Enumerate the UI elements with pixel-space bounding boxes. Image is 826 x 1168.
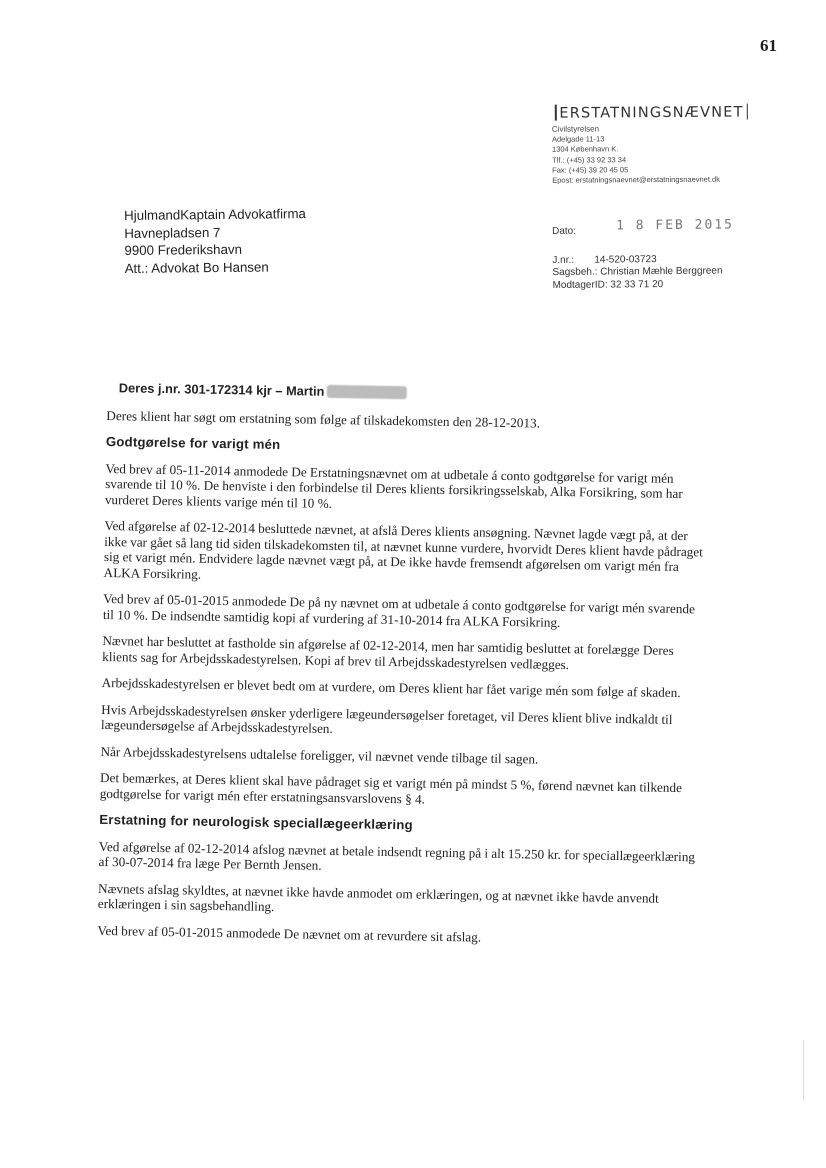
sender-logo-text: ERSTATNINGSNÆVNET	[559, 104, 744, 122]
sender-city: 1304 København K.	[552, 144, 619, 155]
paragraph-11: Ved brev af 05-01-2015 anmodede De nævnet om at revurdere sit afslag.	[97, 922, 482, 945]
redaction-mark	[326, 385, 406, 399]
recipient-city: 9900 Frederikshavn	[124, 241, 243, 259]
date-stamp: 1 8 FEB 2015	[615, 217, 735, 234]
paragraph-1: Ved brev af 05-11-2014 anmodede De Erstatningsnævnet om at udbetale á conto godtgørelse for varigt mén svarende til 10 %. De henviste i den forbindelse til Deres klients forsikringsselskab, Alka Forsikring, som har vurderet Deres klients varige mén til 10 %.	[104, 460, 683, 511]
paragraph-3: Ved brev af 05-01-2015 anmodede De på ny nævnet om at udbetale á conto godtgørelse for varigt mén svarende til 10 %. De indsendte samtidig kopi af vurdering af 31-10-2014 fra ALKA Forsikring.	[102, 590, 696, 630]
date-row	[552, 217, 735, 246]
recipient-firm: HjulmandKaptain Advokatfirma	[124, 206, 306, 223]
paragraph-2: Ved afgørelse af 02-12-2014 besluttede nævnet, at afslå Deres klients ansøgning. Nævnet lagde vægt på, at der ikke var gået så lang tid siden tilskadekomsten til, at nævnet kunne vurdere, hvorvidt Deres klient havde pådraget sig et varigt mén. Endvidere lagde nævnet vægt på, at De ikke havde fremsendt afgørelsen om varigt mén fra ALKA Forsikring.	[103, 517, 703, 582]
logo-left-bar	[555, 105, 557, 121]
jnr-value: 14-520-03723	[594, 254, 657, 266]
date-label: Dato:	[552, 225, 577, 237]
recipient-street: Havnepladsen 7	[124, 224, 221, 241]
reference-line	[119, 380, 707, 406]
intro-paragraph: Deres klient har søgt om erstatning som følge af tilskadekomsten den 28-12-2013.	[106, 407, 541, 431]
caseworker-row: Sagsbeh.: Christian Mæhle Berggreen	[552, 265, 723, 279]
receiver-id-row: ModtagerID: 32 33 71 20	[552, 278, 664, 291]
sender-fax: Fax: (+45) 39 20 45 05	[552, 165, 629, 175]
paragraph-5: Arbejdsskadestyrelsen er blevet bedt om at vurdere, om Deres klient har fået varige mén som følge af skaden.	[101, 674, 681, 701]
recipient-address	[124, 205, 307, 277]
jnr-label: J.nr.:	[552, 254, 575, 266]
letter-body	[97, 380, 707, 959]
paragraph-7: Når Arbejdsskadestyrelsens udtalelse foreligger, vil nævnet vende tilbage til sagen.	[100, 743, 539, 767]
paragraph-10: Nævnets afslag skyldtes, at nævnet ikke havde anmodet om erklæringen, og at nævnet ikke havde anvendt erklæringen i sin sagsbehandling.	[97, 880, 659, 915]
sender-letterhead	[552, 103, 782, 186]
paragraph-6: Hvis Arbejdsskadestyrelsen ønsker yderligere lægeundersøgelser foretaget, vil Deres klient blive indkaldt til lægeundersøgelse af Arbejdsskadestyrelsen.	[100, 701, 673, 736]
page-number: 61	[760, 36, 777, 55]
paragraph-4: Nævnet har besluttet at fastholde sin afgørelse af 02-12-2014, men har samtidig besluttet at forelægge Deres klients sag for Arbejdsskadestyrelsen. Kopi af brev til Arbejdsskadestyrelsen vedlægges.	[102, 632, 674, 672]
section-heading-neurology-statement: Erstatning for neurologisk speciallægeerklæring	[99, 811, 413, 833]
reference-text: Deres j.nr. 301-172314 kjr – Martin	[118, 380, 325, 399]
logo-right-bar	[747, 104, 749, 120]
scan-edge-mark	[803, 1040, 804, 1100]
letter-metadata	[552, 217, 735, 292]
section-heading-permanent-injury: Godtgørelse for varigt mén	[105, 433, 281, 453]
sender-street: Adelgade 11-13	[551, 134, 605, 144]
sender-phone: Tlf.: (+45) 33 92 33 34	[552, 154, 627, 165]
paragraph-9: Ved afgørelse af 02-12-2014 afslog nævnet at betale indsendt regning på i alt 15.250 kr. for speciallægeerklæring af 30-07-2014 fra læge Per Bernth Jensen.	[98, 838, 696, 873]
sender-org: Civilstyrelsen	[551, 124, 600, 134]
sender-logo	[552, 103, 782, 121]
recipient-attention: Att.: Advokat Bo Hansen	[124, 259, 269, 276]
sender-email: Epost: erstatningsnaevnet@erstatningsnaevnet.dk	[552, 174, 720, 185]
paragraph-8: Det bemærkes, at Deres klient skal have pådraget sig et varigt mén på mindst 5 %, førend nævnet kan tilkende godtgørelse for varigt mén efter erstatningsansvarslovens § 4.	[99, 769, 683, 807]
